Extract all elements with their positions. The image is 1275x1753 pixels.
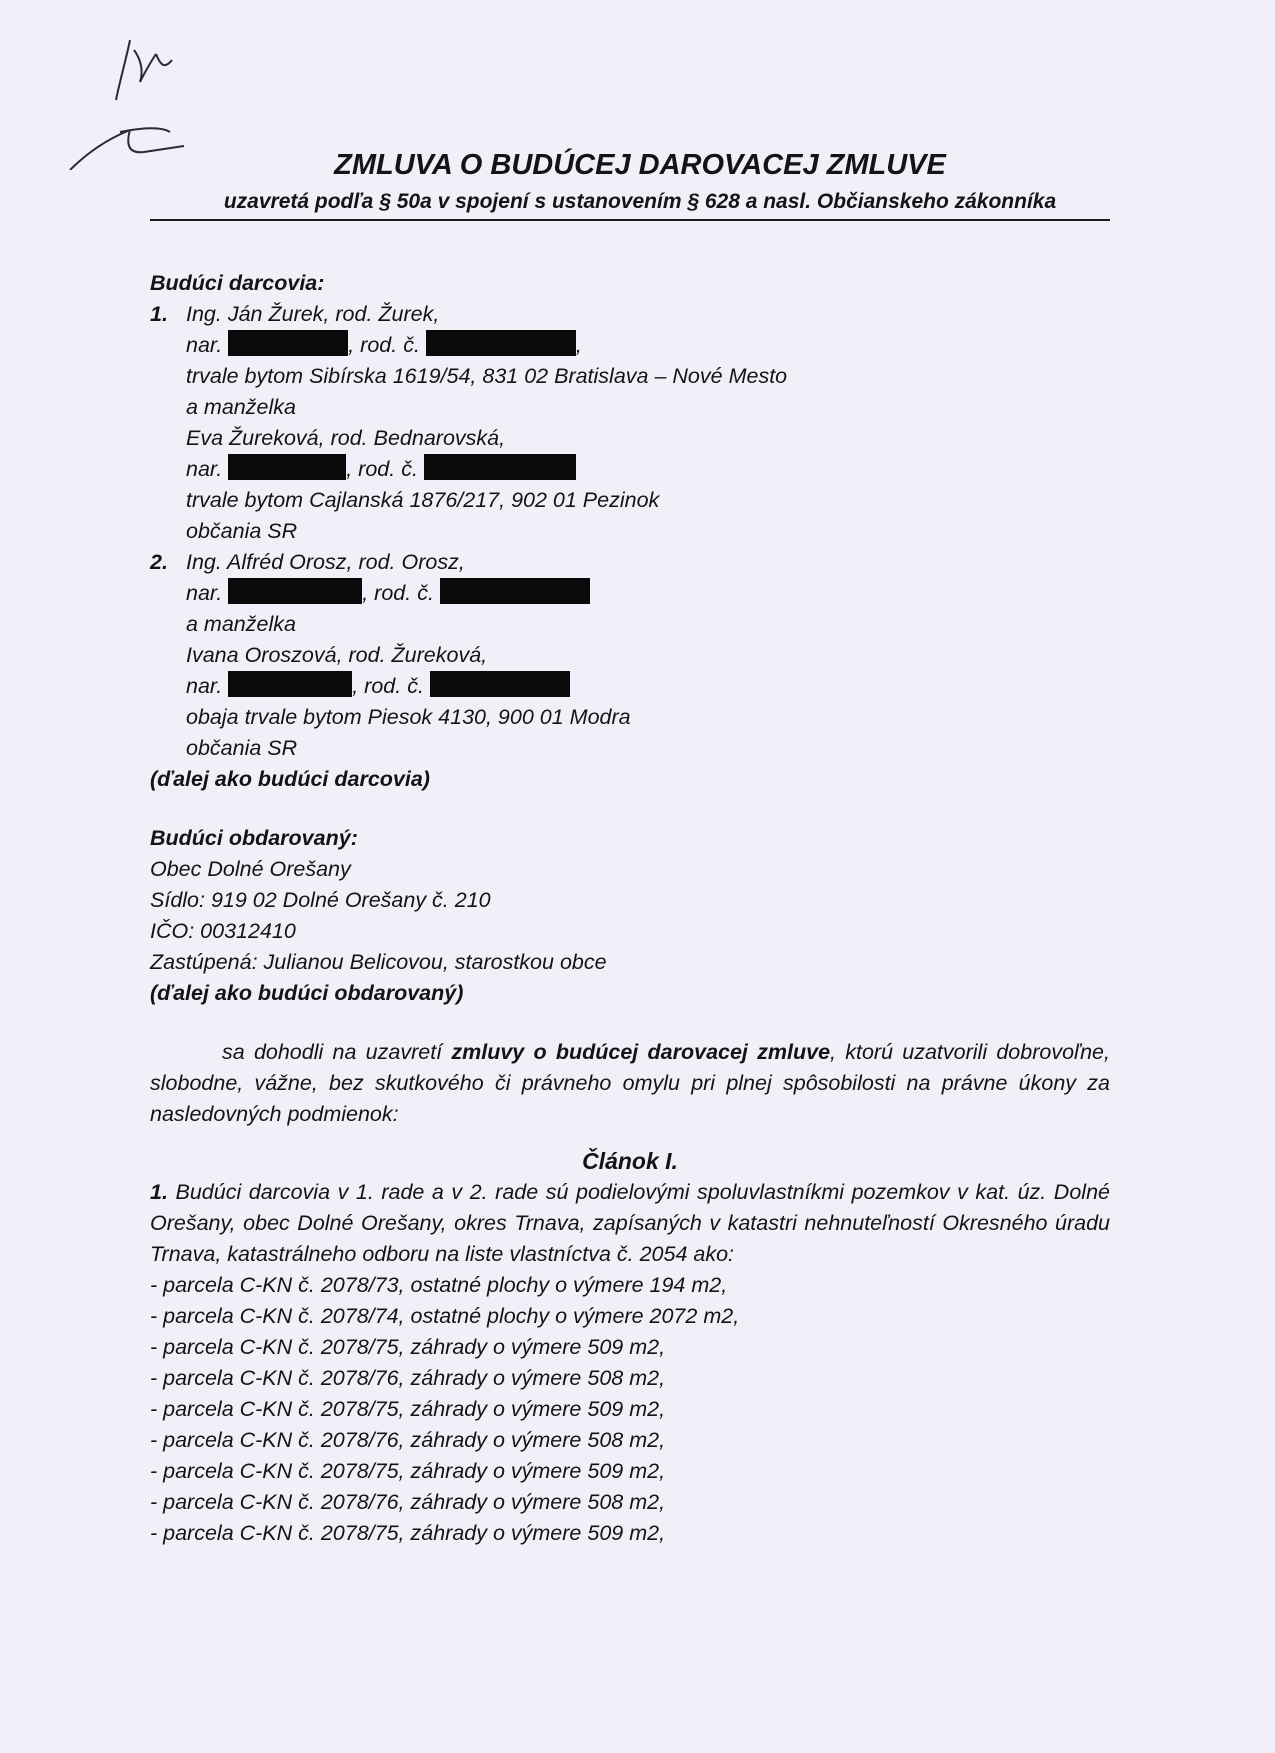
citizenship: občania SR bbox=[186, 736, 298, 760]
donee-seat: Sídlo: 919 02 Dolné Orešany č. 210 bbox=[150, 888, 491, 912]
donee-heading: Budúci obdarovaný: bbox=[150, 826, 358, 850]
spouse-name: Ivana Oroszová, rod. Žureková, bbox=[186, 643, 488, 667]
donee-representative: Zastúpená: Julianou Belicovou, starostkou obce bbox=[150, 950, 607, 974]
donee-ico: IČO: 00312410 bbox=[150, 919, 296, 943]
donor-name: Ing. Alfréd Orosz, rod. Orosz, bbox=[186, 550, 465, 574]
donor-entry-2 bbox=[150, 547, 1110, 764]
parcel-list bbox=[150, 1270, 1110, 1549]
donors-closing: (ďalej ako budúci darcovia) bbox=[150, 767, 430, 791]
donor-address: trvale bytom Sibírska 1619/54, 831 02 Bratislava – Nové Mesto bbox=[186, 364, 788, 388]
intro-emphasis: zmluvy o budúcej darovacej zmluve bbox=[451, 1040, 831, 1064]
redacted-birth-number bbox=[424, 454, 576, 480]
spouse-address: trvale bytom Cajlanská 1876/217, 902 01 Pezinok bbox=[186, 488, 660, 512]
redacted-birth-number bbox=[440, 578, 590, 604]
spouse-label: a manželka bbox=[186, 612, 296, 636]
parcel-item: - parcela C-KN č. 2078/75, záhrady o výmere 509 m2, bbox=[150, 1335, 666, 1359]
spouse-birth-line: nar. , rod. č. bbox=[186, 454, 787, 485]
intro-paragraph: sa dohodli na uzavretí zmluvy o budúcej darovacej zmluve, ktorú uzatvorili dobrovoľne, slobodne, vážne, bez skutkového či právneho omylu pri plnej spôsobilosti na právne úkony za nasledovných podmienok: bbox=[150, 1040, 1110, 1126]
parcel-item: - parcela C-KN č. 2078/73, ostatné plochy o výmere 194 m2, bbox=[150, 1273, 728, 1297]
spouse-name: Eva Žureková, rod. Bednarovská, bbox=[186, 426, 506, 450]
citizenship: občania SR bbox=[186, 519, 298, 543]
redacted-birth-date bbox=[228, 578, 362, 604]
parcel-item: - parcela C-KN č. 2078/75, záhrady o výmere 509 m2, bbox=[150, 1521, 666, 1545]
redacted-birth-date bbox=[228, 671, 352, 697]
donors-heading: Budúci darcovia: bbox=[150, 271, 325, 295]
donor-address: obaja trvale bytom Piesok 4130, 900 01 Modra bbox=[186, 705, 631, 729]
parcel-item: - parcela C-KN č. 2078/75, záhrady o výmere 509 m2, bbox=[150, 1459, 666, 1483]
parcel-item: - parcela C-KN č. 2078/74, ostatné plochy o výmere 2072 m2, bbox=[150, 1304, 740, 1328]
donor-entry-1 bbox=[150, 299, 1110, 547]
donor-birth-line: nar. , rod. č. bbox=[186, 578, 631, 609]
document-header bbox=[150, 150, 1110, 221]
document-title: ZMLUVA O BUDÚCEJ DAROVACEJ ZMLUVE bbox=[334, 149, 946, 181]
donee-closing: (ďalej ako budúci obdarovaný) bbox=[150, 981, 464, 1005]
document-body bbox=[150, 268, 1110, 1549]
redacted-birth-number bbox=[430, 671, 570, 697]
redacted-birth-number bbox=[426, 330, 576, 356]
spouse-label: a manželka bbox=[186, 395, 296, 419]
spacer bbox=[150, 795, 1110, 823]
donor-number: 1. bbox=[150, 302, 168, 326]
parcel-item: - parcela C-KN č. 2078/76, záhrady o výmere 508 m2, bbox=[150, 1490, 666, 1514]
donor-name: Ing. Ján Žurek, rod. Žurek, bbox=[186, 302, 440, 326]
spouse-birth-line: nar. , rod. č. bbox=[186, 671, 631, 702]
donor-birth-line: nar. , rod. č. , bbox=[186, 330, 787, 361]
header-divider bbox=[150, 219, 1110, 221]
donee-name: Obec Dolné Orešany bbox=[150, 857, 351, 881]
donor-number: 2. bbox=[150, 550, 168, 574]
handwritten-initials-signature bbox=[60, 20, 200, 170]
parcel-item: - parcela C-KN č. 2078/75, záhrady o výmere 509 m2, bbox=[150, 1397, 666, 1421]
article-point-1: 1. Budúci darcovia v 1. rade a v 2. rade sú podielovými spoluvlastníkmi pozemkov v kat. úz. Dolné Orešany, obec Dolné Orešany, okres Trnava, zapísaných v katastri nehnuteľností Okresného úradu Trnava, katastrálneho odboru na liste vlastníctva č. 2054 ako: bbox=[150, 1180, 1110, 1266]
spacer bbox=[150, 1009, 1110, 1037]
redacted-birth-date bbox=[228, 454, 346, 480]
redacted-birth-date bbox=[228, 330, 348, 356]
parcel-item: - parcela C-KN č. 2078/76, záhrady o výmere 508 m2, bbox=[150, 1428, 666, 1452]
parcel-item: - parcela C-KN č. 2078/76, záhrady o výmere 508 m2, bbox=[150, 1366, 666, 1390]
article-title: Článok I. bbox=[582, 1148, 678, 1174]
document-subtitle: uzavretá podľa § 50a v spojení s ustanovením § 628 a nasl. Občianskeho zákonníka bbox=[223, 189, 1057, 213]
